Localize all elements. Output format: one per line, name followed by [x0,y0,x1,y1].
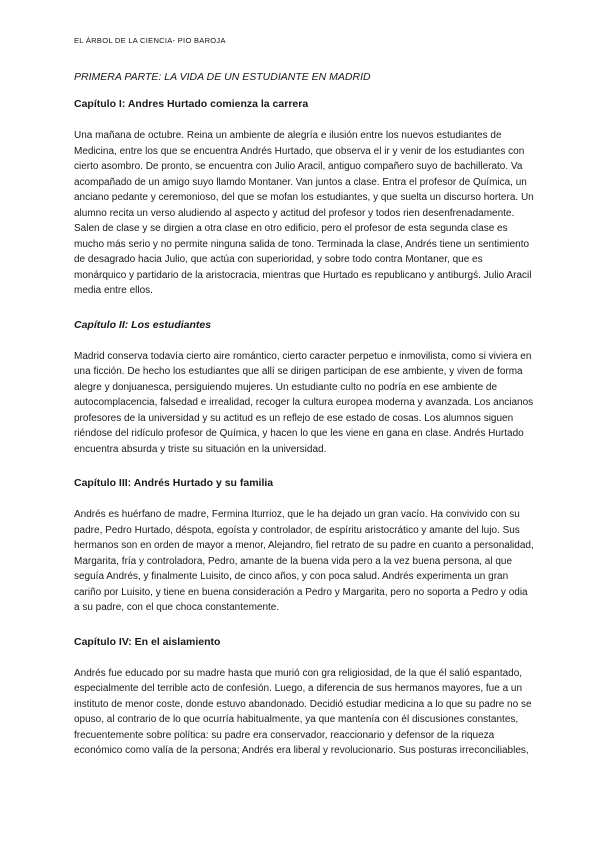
chapter-2-paragraph: Madrid conserva todavía cierto aire romántico, cierto caracter perpetuo e inmovilista, como si viviera en una ficción. De hecho los estudiantes que allí se dirigen participan de ese ambiente, y viven de forma alegre y donjuanesca, persiguiendo mujeres. Un estudiante culto no podría en ese ambiente de autocomplacencia, falsedad e irrealidad, recoger la cultura europea moderna y avanzada. Los ancianos profesores de la universidad y su actitud es un reflejo de ese estado de cosas. Los alumnos siguen riéndose del ridículo profesor de Química, y hacen lo que les viene en gana en clase. Andrés Hurtado encuentra absurda y triste su situación en la universidad. [74,350,534,455]
part-title: PRIMERA PARTE: LA VIDA DE UN ESTUDIANTE EN MADRID [74,71,371,83]
chapter-3-title: Capítulo III: Andrés Hurtado y su familia [74,477,274,489]
chapter-4-paragraph: Andrés fue educado por su madre hasta que murió con gra religiosidad, de la que él salió espantado, especialmente del terrible acto de confesión. Luego, a diferencia de sus hermanos mayores, fue a un instituto de menor coste, donde estuvo abandonado. Decidió estudiar medicina a lo que su padre no se opuso, al contrario de lo que ocurría habitualmente, ya que mantenía con él discusiones constantes, frecuentemente sobre política: su padre era conservador, reaccionario y defensor de la riqueza económico como valía de la persona; Andrés era liberal y revolucionario. Sus posturas irreconciliables, [74,667,532,756]
running-header: EL ÁRBOL DE LA CIENCIA- PIO BAROJA [74,36,226,45]
chapter-4-title: Capítulo IV: En el aislamiento [74,635,221,648]
chapter-3-paragraph: Andrés es huérfano de madre, Fermina Iturrioz, que le ha dejado un gran vacío. Ha convivido con su padre, Pedro Hurtado, déspota, egoísta y controlador, de espíritu aristocrático y amante del lujo. Sus hermanos son en orden de mayor a menor, Alejandro, fiel retrato de su padre en cuanto a personalidad, Margarita, fría y controladora, Pedro, amante de la buena vida pero a la vez buena persona, al que seguía Andrés, y finalmente Luisito, de cinco años, y con poca salud. Andrés experimenta un gran cariño por Luisito, y tiene en buena consideración a Pedro y Margarita, pero no soporta a Pedro y odia a su padre, con el que choca constantemente. [74,509,534,613]
chapter-1-paragraph: Una mañana de octubre. Reina un ambiente de alegría e ilusión entre los nuevos estudiantes de Medicina, entre los que se encuentra Andrés Hurtado, que observa el ir y venir de los estudiantes con cierto asombro. De pronto, se encuentra con Julio Aracil, antiguo compañero suyo de bachillerato. Va acompañado de un amigo suyo llamdo Montaner. Van juntos a clase. Entra el profesor de Química, un anciano pedante y ceremonioso, del que se mofan los estudiantes, y que suelta un discurso hortera. Un alumno recita un verso aludiendo al aspecto y actitud del profesor y todos rien desenfrenadamente. Salen de clase y se dirgien a otra clase en otro edificio, pero el profesor de esta segunda clase es mucho más serio y no permite ninguna salida de tono. Terminada la clase, Andrés tiene un sentimiento de desagrado hacia Julio, que actúa con superioridad, y sobre todo contra Montaner, que es monárquico y partidario de la aristocracia, mientras que Hurtado es republicano y antiburgś. Julio Aracil media entre ellos. [74,130,534,296]
chapter-2-title: Capítulo II: Los estudiantes [74,318,212,331]
chapter-1-title: Capítulo I: Andres Hurtado comienza la carrera [74,98,309,110]
document-content [74,70,534,778]
